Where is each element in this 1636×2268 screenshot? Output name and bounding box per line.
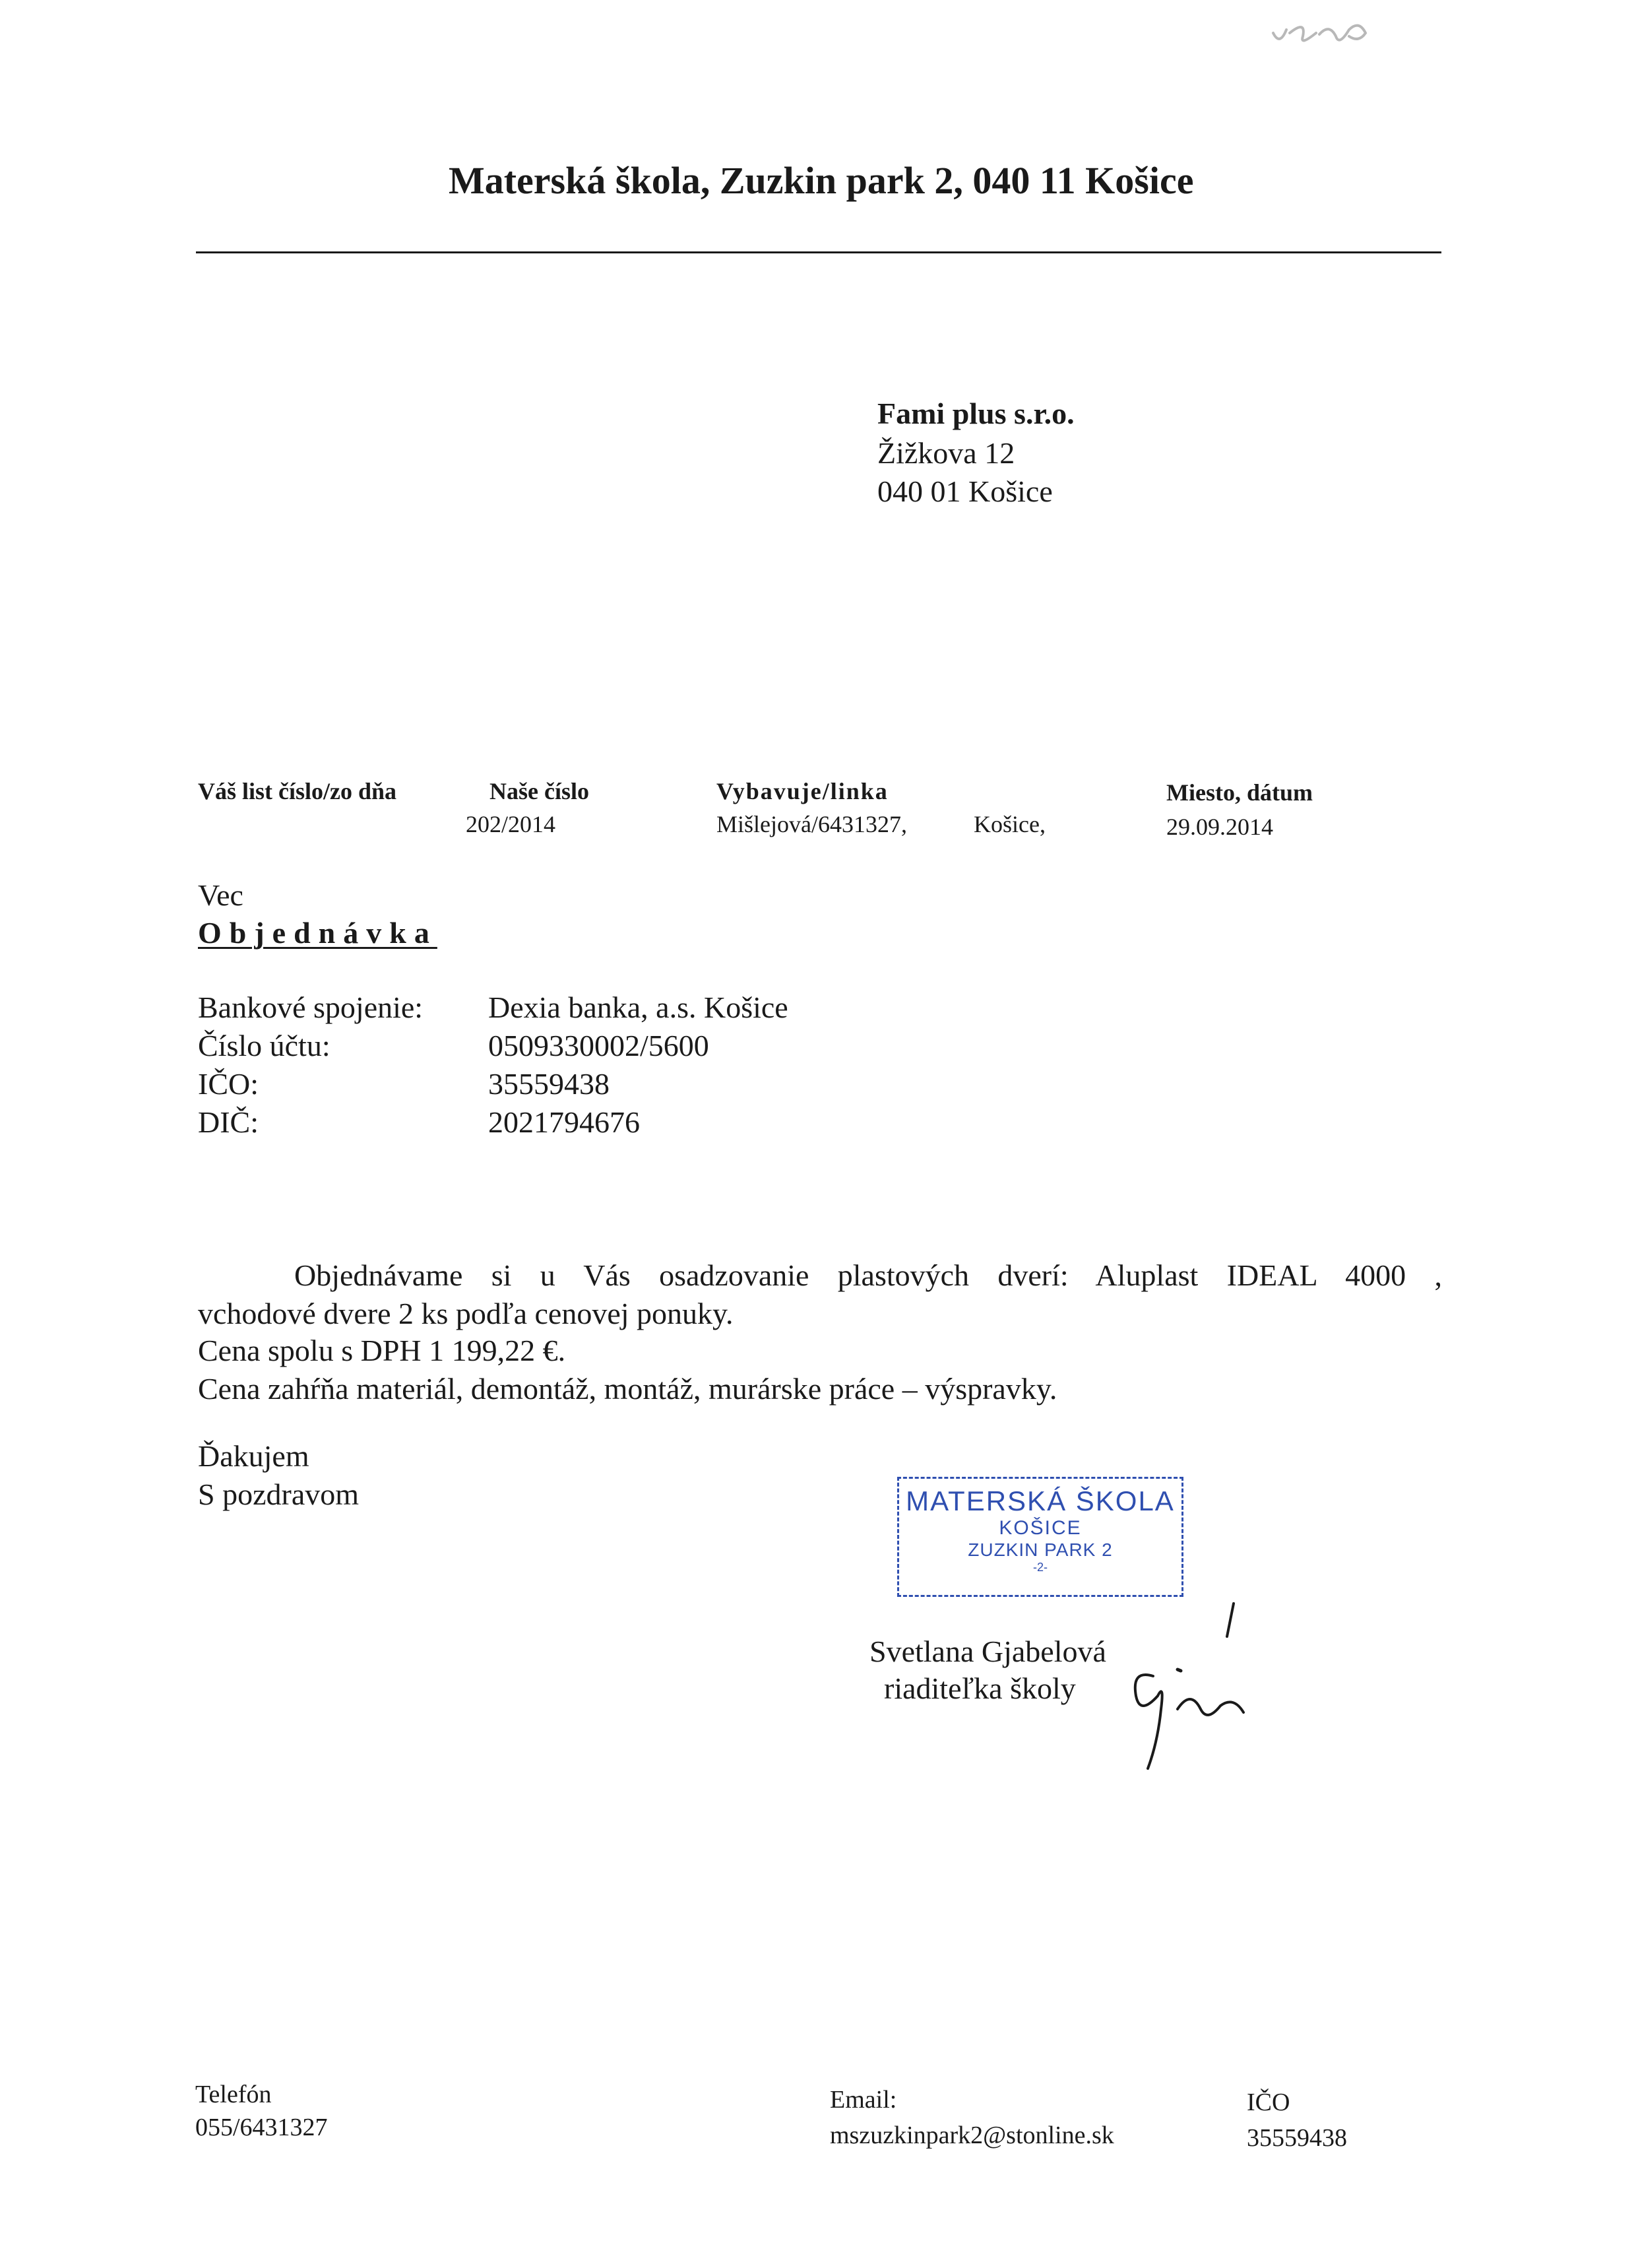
body-line-2: vchodové dvere 2 ks podľa cenovej ponuky.	[198, 1297, 734, 1330]
subject-label: Vec	[198, 878, 243, 912]
footer-phone-value: 055/6431327	[195, 2114, 328, 2141]
our-number-label: Naše číslo	[489, 778, 589, 804]
your-letter-label: Váš list číslo/zo dňa	[198, 778, 397, 804]
our-number-value: 202/2014	[466, 811, 556, 837]
place-date-label: Miesto, dátum	[1166, 779, 1313, 806]
recipient-street: Žižkova 12	[877, 436, 1015, 470]
recipient-city: 040 01 Košice	[877, 474, 1053, 508]
body-line-4: Cena zahŕňa materiál, demontáž, montáž, murárske práce – výspravky.	[198, 1372, 1057, 1406]
dic-label: DIČ:	[198, 1105, 259, 1139]
footer-ico-value: 35559438	[1247, 2124, 1347, 2152]
ico-value: 35559438	[488, 1067, 610, 1101]
dic-value: 2021794676	[488, 1105, 640, 1139]
stamp-line-2: KOŠICE	[999, 1517, 1082, 1539]
handwritten-corner-mark	[1267, 7, 1385, 53]
stamp-line-3: ZUZKIN PARK 2	[968, 1539, 1113, 1560]
account-number-value: 0509330002/5600	[488, 1029, 709, 1062]
ico-label: IČO:	[198, 1067, 259, 1101]
handled-by-label: Vybavuje/linka	[716, 778, 889, 804]
signatory-role: riaditeľka školy	[884, 1671, 1076, 1705]
bank-connection-label: Bankové spojenie:	[198, 990, 424, 1024]
footer-email-value: mszuzkinpark2@stonline.sk	[830, 2122, 1114, 2149]
signatory-name: Svetlana Gjabelová	[869, 1635, 1106, 1668]
footer-phone-label: Telefón	[195, 2081, 272, 2108]
header-divider	[196, 251, 1441, 253]
stamp-line-1: MATERSKÁ ŠKOLA	[906, 1485, 1175, 1516]
body-line-3: Cena spolu s DPH 1 199,22 €.	[198, 1334, 566, 1367]
handled-by-value: Mišlejová/6431327,	[716, 811, 907, 837]
subject-title: Objednávka	[198, 916, 437, 950]
footer-ico-label: IČO	[1247, 2089, 1290, 2116]
stamp-line-4: -2-	[1033, 1561, 1048, 1574]
body-line-1: Objednávame si u Vás osadzovanie plastových dverí: Aluplast IDEAL 4000 ,	[294, 1258, 1442, 1292]
date-value: 29.09.2014	[1166, 814, 1273, 840]
bank-connection-value: Dexia banka, a.s. Košice	[488, 990, 788, 1024]
handwritten-signature	[1128, 1597, 1260, 1782]
closing-thanks: Ďakujem	[198, 1439, 309, 1473]
recipient-name: Fami plus s.r.o.	[877, 397, 1075, 430]
closing-regards: S pozdravom	[198, 1477, 360, 1511]
school-stamp	[897, 1477, 1183, 1597]
letterhead-title: Materská škola, Zuzkin park 2, 040 11 Košice	[449, 159, 1194, 202]
footer-email-label: Email:	[830, 2086, 897, 2114]
place-value: Košice,	[974, 811, 1046, 837]
account-number-label: Číslo účtu:	[198, 1029, 330, 1062]
